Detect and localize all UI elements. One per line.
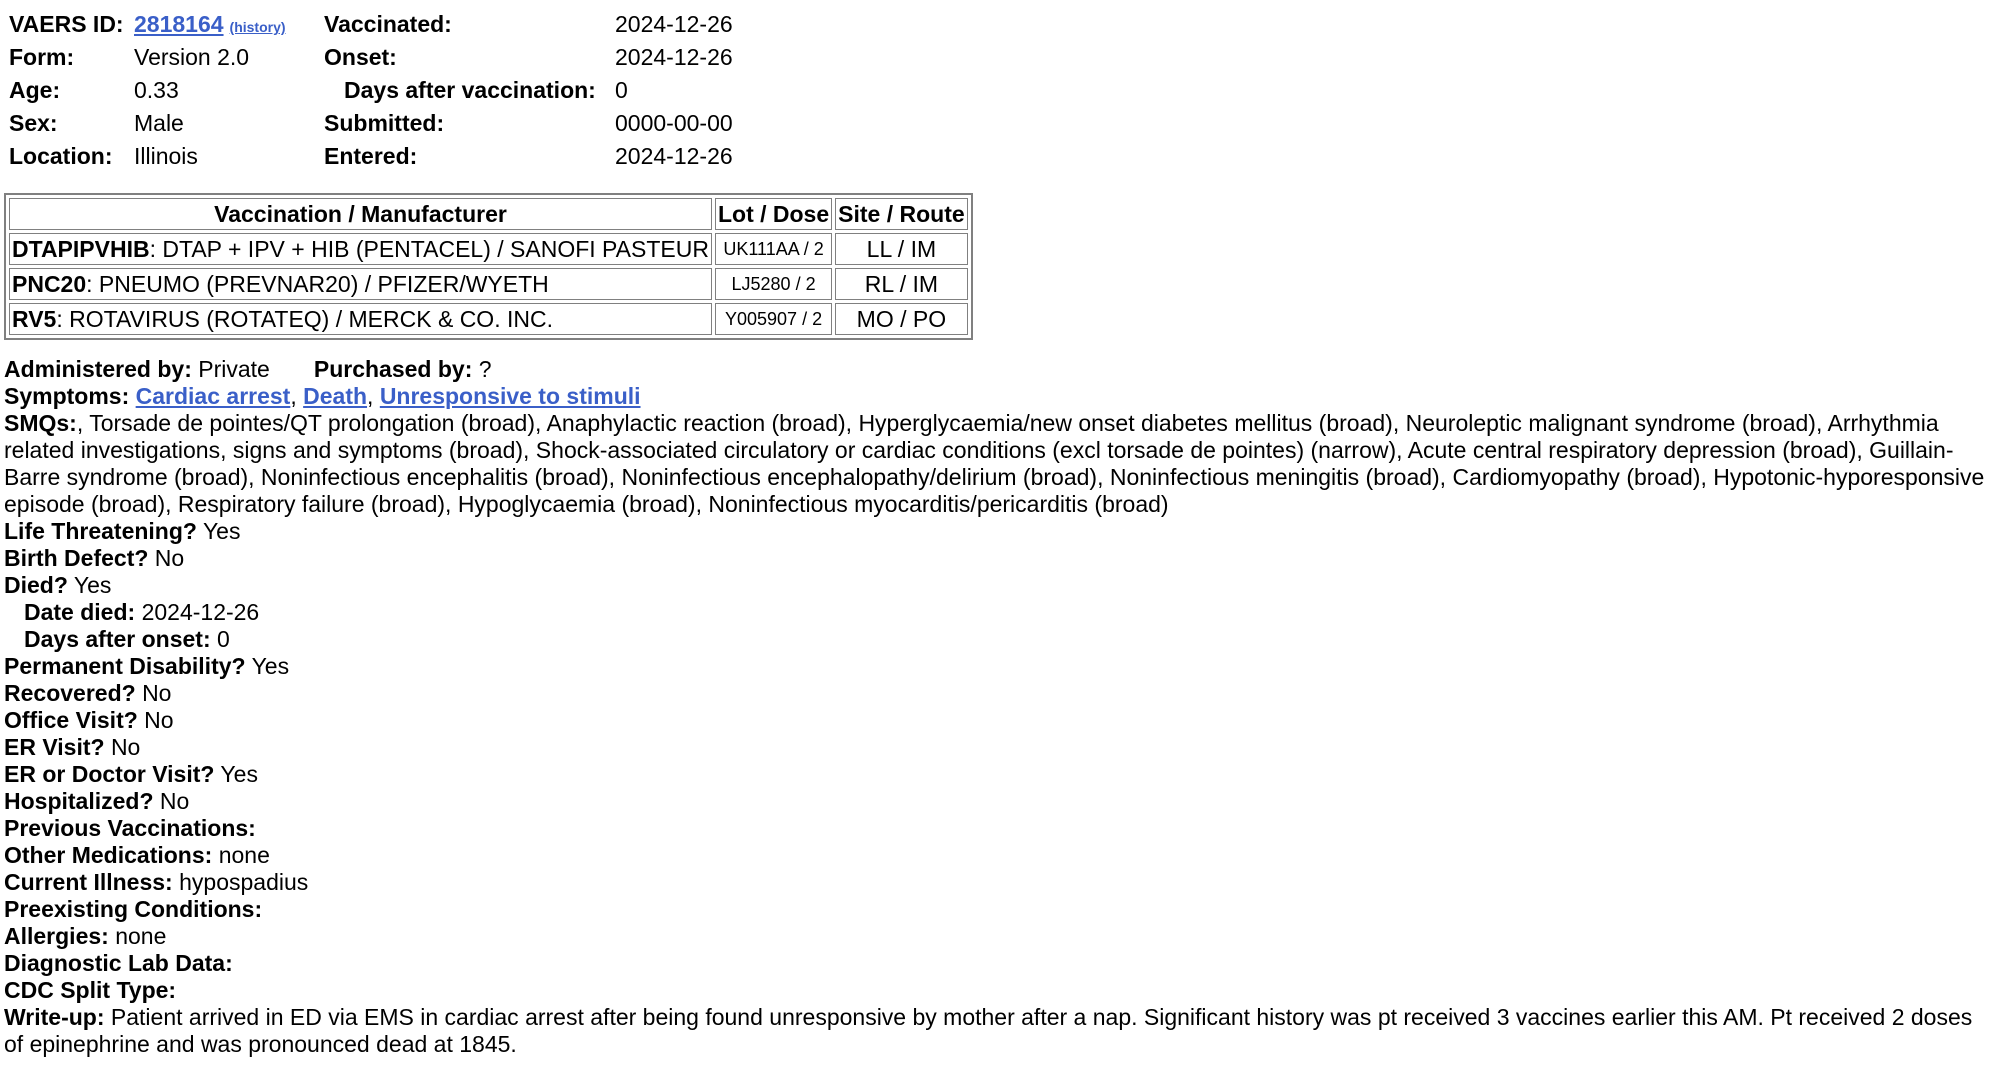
sex-value: Male — [134, 110, 184, 136]
vaers-id-link[interactable]: 2818164 — [134, 11, 224, 37]
administered-line — [4, 356, 1996, 383]
symptom-separator: , — [367, 383, 380, 409]
current-illness-value: hypospadius — [179, 869, 309, 895]
report-details — [4, 356, 1996, 1058]
previous-vaccinations-label: Previous Vaccinations: — [4, 815, 256, 841]
days-after-onset-line — [4, 626, 1996, 653]
diagnostic-lab-data-label: Diagnostic Lab Data: — [4, 950, 233, 976]
vaccine-cell — [9, 268, 712, 300]
writeup-value: Patient arrived in ED via EMS in cardiac arrest after being found unresponsive by mother after a nap. Significant history was pt received 3 vaccines earlier this AM. Pt received 2 doses of epinephrine and was pronounced dead at 1845. — [4, 1004, 1973, 1057]
office-visit-line — [4, 707, 1996, 734]
hospitalized-label: Hospitalized? — [4, 788, 154, 814]
vaccinated-value: 2024-12-26 — [615, 11, 733, 37]
diagnostic-lab-data-line — [4, 950, 1996, 977]
office-visit-label: Office Visit? — [4, 707, 138, 733]
permanent-disability-value: Yes — [251, 653, 290, 679]
life-threatening-label: Life Threatening? — [4, 518, 197, 544]
cdc-split-type-label: CDC Split Type: — [4, 977, 177, 1003]
table-header-row — [9, 198, 968, 230]
date-died-label: Date died: — [24, 599, 136, 625]
hospitalized-line — [4, 788, 1996, 815]
er-visit-label: ER Visit? — [4, 734, 105, 760]
date-died-value: 2024-12-26 — [141, 599, 260, 625]
other-medications-value: none — [218, 842, 270, 868]
writeup-label: Write-up: — [4, 1004, 105, 1030]
recovered-line — [4, 680, 1996, 707]
days-after-vaccination-value: 0 — [615, 77, 628, 103]
history-link[interactable]: (history) — [229, 19, 286, 35]
er-visit-value: No — [110, 734, 141, 760]
lot-dose-cell: Y005907 / 2 — [715, 303, 832, 335]
vaccine-desc: : PNEUMO (PREVNAR20) / PFIZER/WYETH — [86, 271, 549, 297]
er-doctor-visit-line — [4, 761, 1996, 788]
symptom-separator: , — [290, 383, 304, 409]
submitted-label: Submitted: — [324, 110, 445, 136]
entered-value: 2024-12-26 — [615, 143, 733, 169]
submitted-value: 0000-00-00 — [615, 110, 733, 136]
died-value: Yes — [73, 572, 112, 598]
office-visit-value: No — [144, 707, 174, 733]
symptoms-line — [4, 383, 1996, 410]
vaccine-desc: : DTAP + IPV + HIB (PENTACEL) / SANOFI PASTEUR — [149, 236, 709, 262]
col-header-vaccination: Vaccination / Manufacturer — [9, 198, 712, 230]
days-after-vaccination-label: Days after vaccination: — [344, 77, 596, 103]
site-route-cell: RL / IM — [835, 268, 968, 300]
birth-defect-label: Birth Defect? — [4, 545, 149, 571]
vaers-id-value — [134, 8, 286, 44]
recovered-value: No — [142, 680, 172, 706]
preexisting-conditions-label: Preexisting Conditions: — [4, 896, 263, 922]
vaccine-code: RV5 — [12, 306, 57, 332]
smqs-label: SMQs: — [4, 410, 77, 436]
sex-label: Sex: — [9, 110, 58, 136]
onset-value: 2024-12-26 — [615, 44, 733, 70]
previous-vaccinations-line — [4, 815, 1996, 842]
table-row — [9, 268, 968, 300]
days-after-onset-value: 0 — [217, 626, 230, 652]
smqs-value: , Torsade de pointes/QT prolongation (broad), Anaphylactic reaction (broad), Hyperglycaemia/new onset diabetes mellitus (broad), Neuroleptic malignant syndrome (broad), Arrhythmia related investigations, signs and symptoms (broad), Shock-associated circulatory or cardiac conditions (excl torsade de pointes) (narrow), Acute central respiratory depression (broad), Guillain-Barre syndrome (broad), Noninfectious encephalitis (broad), Noninfectious encephalopathy/delirium (broad), Noninfectious meningitis (broad), Cardiomyopathy (broad), Hypotonic-hyporesponsive episode (broad), Respiratory failure (broad), Hypoglycaemia (broad), Noninfectious myocarditis/pericarditis (broad) — [4, 410, 1985, 517]
age-label: Age: — [9, 77, 61, 103]
date-died-line — [4, 599, 1996, 626]
vaccine-code: DTAPIPVHIB — [12, 236, 150, 262]
life-threatening-line — [4, 518, 1996, 545]
allergies-label: Allergies: — [4, 923, 109, 949]
died-line — [4, 572, 1996, 599]
days-after-onset-label: Days after onset: — [24, 626, 211, 652]
col-header-site: Site / Route — [835, 198, 968, 230]
symptom-link-cardiac-arrest[interactable]: Cardiac arrest — [135, 383, 291, 409]
col-header-lot: Lot / Dose — [715, 198, 832, 230]
er-visit-line — [4, 734, 1996, 761]
location-label: Location: — [9, 143, 113, 169]
administered-label: Administered by: — [4, 356, 192, 382]
lot-dose-cell: UK111AA / 2 — [715, 233, 832, 265]
symptom-link-unresponsive[interactable]: Unresponsive to stimuli — [379, 383, 641, 409]
table-row — [9, 303, 968, 335]
vaers-id-label: VAERS ID: — [9, 11, 124, 37]
table-row — [9, 233, 968, 265]
symptoms-label: Symptoms: — [4, 383, 130, 409]
preexisting-conditions-line — [4, 896, 1996, 923]
permanent-disability-line — [4, 653, 1996, 680]
allergies-line — [4, 923, 1996, 950]
other-medications-line — [4, 842, 1996, 869]
current-illness-label: Current Illness: — [4, 869, 173, 895]
onset-label: Onset: — [324, 44, 397, 70]
purchased-value: ? — [478, 356, 492, 382]
other-medications-label: Other Medications: — [4, 842, 213, 868]
permanent-disability-label: Permanent Disability? — [4, 653, 246, 679]
er-doctor-visit-value: Yes — [220, 761, 258, 787]
form-value: Version 2.0 — [134, 44, 250, 70]
birth-defect-line — [4, 545, 1996, 572]
cdc-split-type-line — [4, 977, 1996, 1004]
vaccine-desc: : ROTAVIRUS (ROTATEQ) / MERCK & CO. INC. — [56, 306, 553, 332]
vaccine-code: PNC20 — [12, 271, 87, 297]
vaccine-cell — [9, 303, 712, 335]
vaccine-cell — [9, 233, 712, 265]
location-value: Illinois — [134, 143, 198, 169]
birth-defect-value: No — [154, 545, 185, 571]
site-route-cell: LL / IM — [835, 233, 968, 265]
recovered-label: Recovered? — [4, 680, 136, 706]
smqs-line — [4, 410, 1996, 518]
er-doctor-visit-label: ER or Doctor Visit? — [4, 761, 215, 787]
died-label: Died? — [4, 572, 68, 598]
hospitalized-value: No — [159, 788, 190, 814]
entered-label: Entered: — [324, 143, 418, 169]
administered-value: Private — [198, 356, 270, 382]
current-illness-line — [4, 869, 1996, 896]
lot-dose-cell: LJ5280 / 2 — [715, 268, 832, 300]
writeup-line — [4, 1004, 1996, 1058]
symptom-link-death[interactable]: Death — [303, 383, 368, 409]
vaccinated-label: Vaccinated: — [324, 11, 452, 37]
life-threatening-value: Yes — [202, 518, 241, 544]
site-route-cell: MO / PO — [835, 303, 968, 335]
age-value: 0.33 — [134, 77, 179, 103]
allergies-value: none — [115, 923, 167, 949]
purchased-label: Purchased by: — [313, 356, 473, 382]
form-label: Form: — [9, 44, 75, 70]
vaccine-table — [4, 193, 973, 340]
